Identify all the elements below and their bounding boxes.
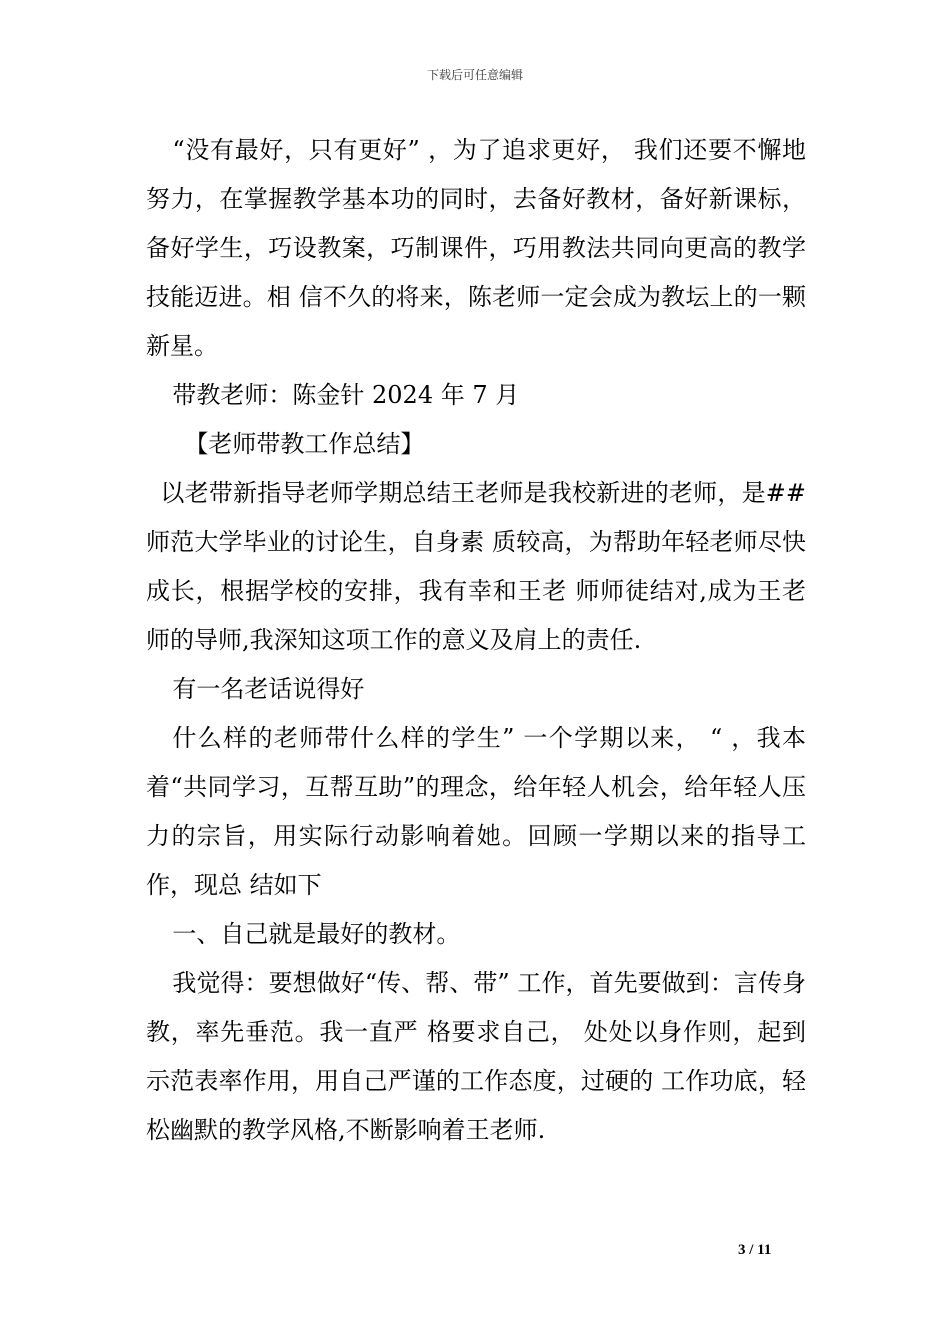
paragraph-review: 什么样的老师带什么样的学生” 一个学期以来， “ ，我本着“共同学习，互帮互助”的理念，给年轻人机会，给年轻人压 力的宗旨，用实际行动影响着她。回顾一学期以来的指导工作，现总 结如下 [146, 724, 814, 899]
paragraph-saying: 有一名老话说得好 [172, 675, 365, 703]
paragraph-conclusion: “没有最好，只有更好” ，为了追求更好， 我们还要不懈地努力，在掌握教学基本功的同时，去备好教材，备好新课标， 备好学生，巧设教案，巧制课件，巧用教法共同向更高的教学技能迈进。相 信不久的将来，陈老师一定会成为教坛上的一颗新星。 [146, 136, 814, 360]
section-heading-one: 一、自己就是最好的教材。 [172, 920, 461, 948]
page-header: 下载后可任意编辑 [426, 68, 523, 82]
page-number: 3 / 11 [738, 1242, 772, 1258]
paragraph-example: 我觉得：要想做好“传、帮、带” 工作，首先要做到：言传身教，率先垂范。我一直严 格要求自己， 处处以身作则，起到示范表率作用，用自己严谨的工作态度，过硬的 工作功底，轻松幽默的教学风格,不断影响着王老师. [146, 969, 806, 1144]
document-body [146, 126, 814, 1155]
section-title: 【老师带教工作总结】 [184, 430, 425, 458]
paragraph-intro: 以老带新指导老师学期总结王老师是我校新进的老师，是##师范大学毕业的讨论生，自身素 质较高，为帮助年轻老师尽快成长，根据学校的安排，我有幸和王老 师师徒结对,成为王老师的导师,我深知这项工作的意义及肩上的责任. [146, 479, 806, 654]
signature-line: 带教老师：陈金针 2024 年 7 月 [172, 381, 520, 409]
